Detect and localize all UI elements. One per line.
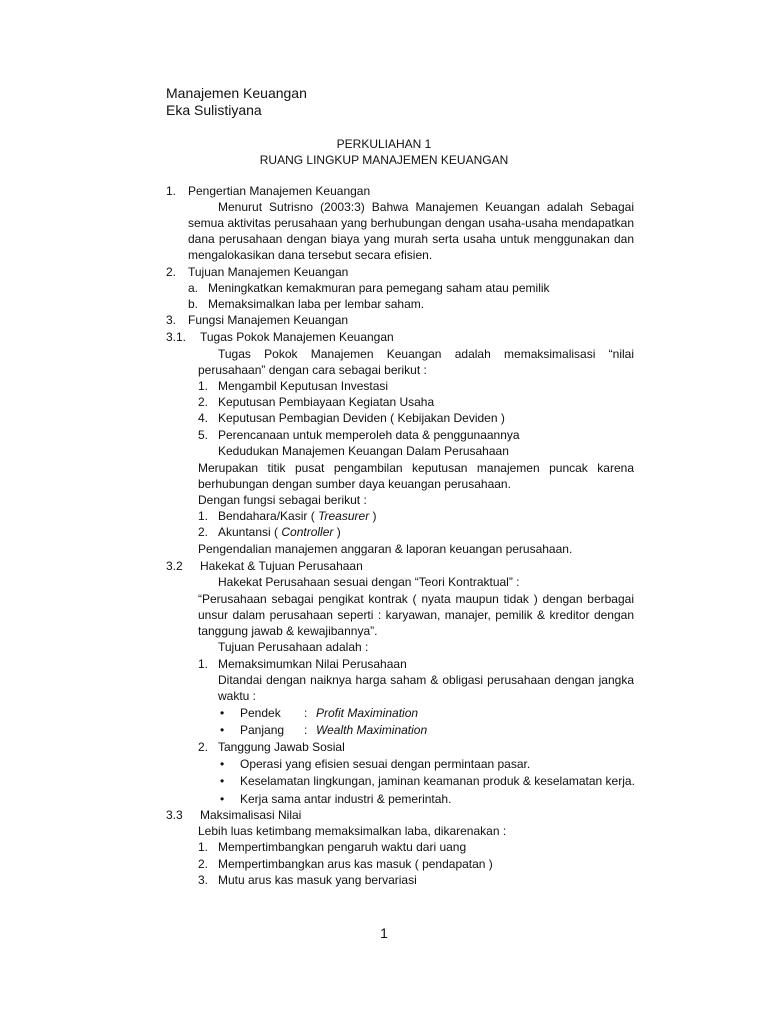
paragraph-line: Dengan fungsi sebagai berikut : [198, 493, 367, 507]
list-text: Keputusan Pembagian Deviden ( Kebijakan Deviden ) [218, 411, 505, 425]
section-1-para-line: dana perusahaan dengan biaya yang murah serta usaha untuk menggunakan dan [188, 232, 634, 246]
paragraph-line: Lebih luas ketimbang memaksimalkan laba, dikarenakan : [198, 824, 507, 838]
list-text: Mutu arus kas masuk yang bervariasi [218, 873, 417, 887]
list-marker: 1. [198, 840, 209, 854]
bullet-text: Kerja sama antar industri & pemerintah. [240, 792, 452, 806]
lecture-title: PERKULIAHAN 1 [336, 137, 432, 151]
section-3-number: 3. [166, 313, 177, 327]
paragraph-line: perusahaan” dengan cara sebagai berikut : [198, 363, 427, 377]
section-3-title: Fungsi Manajemen Keuangan [188, 313, 349, 327]
topic-title: RUANG LINGKUP MANAJEMEN KEUANGAN [259, 153, 509, 167]
list-marker: 5. [198, 428, 209, 442]
list-marker: 2. [198, 525, 209, 539]
paragraph-line: Pengendalian manajemen anggaran & laporan keuangan perusahaan. [198, 542, 573, 556]
course-title: Manajemen Keuangan [166, 85, 307, 101]
quote-line: “Perusahaan sebagai pengikat kontrak ( nyata maupun tidak ) dengan berbagai [198, 592, 634, 606]
bullet-colon: : [304, 723, 308, 737]
section-1-para-line: Menurut Sutrisno (2003:3) Bahwa Manajemen Keuangan adalah Sebagai [218, 200, 634, 214]
bullet-text: Operasi yang efisien sesuai dengan permintaan pasar. [240, 757, 531, 771]
page-number: 1 [380, 925, 388, 941]
paragraph-line: Tugas Pokok Manajemen Keuangan adalah memaksimalisasi “nilai [218, 347, 634, 361]
list-text: Meningkatkan kemakmuran para pemegang saham atau pemilik [208, 281, 550, 295]
list-text: Keputusan Pembiayaan Kegiatan Usaha [218, 395, 435, 409]
bullet-value: Wealth Maximination [316, 723, 428, 737]
section-1-para-line: mengalokasikan dana tersebut secara efisien. [188, 248, 433, 262]
bullet-text: Keselamatan lingkungan, jaminan keamanan produk & keselamatan kerja. [240, 774, 635, 788]
subsection-title: Hakekat & Tujuan Perusahaan [200, 559, 363, 573]
list-marker: 2. [198, 395, 209, 409]
paragraph-line: Tujuan Perusahaan adalah : [218, 640, 369, 654]
subsection-title: Tugas Pokok Manajemen Keuangan [200, 330, 394, 344]
paragraph-line: waktu : [218, 689, 257, 703]
subsection-number: 3.1. [166, 330, 187, 344]
list-marker: 1. [198, 509, 209, 523]
paragraph-line: Merupakan titik pusat pengambilan keputusan manajemen puncak karena [198, 461, 634, 475]
list-marker: 1. [198, 657, 209, 671]
paragraph-line: berhubungan dengan sumber daya keuangan perusahaan. [198, 477, 511, 491]
list-text: Memaksimumkan Nilai Perusahaan [218, 657, 407, 671]
bullet-marker [220, 705, 224, 721]
list-marker: 2. [198, 857, 209, 871]
list-marker: 3. [198, 873, 209, 887]
list-text: Mempertimbangkan pengaruh waktu dari uang [218, 840, 467, 854]
bullet-colon: : [304, 706, 308, 720]
list-text: Bendahara/Kasir ( Treasurer ) [218, 509, 377, 523]
list-marker: b. [188, 297, 199, 311]
subsection-number: 3.2 [166, 559, 183, 573]
subsection-title: Maksimalisasi Nilai [200, 808, 302, 822]
bullet-label: Pendek [240, 706, 281, 720]
section-1-title: Pengertian Manajemen Keuangan [188, 184, 371, 198]
list-text: Tanggung Jawab Sosial [218, 740, 345, 754]
list-marker: a. [188, 281, 199, 295]
author-name: Eka Sulistiyana [166, 102, 262, 118]
list-text: Perencanaan untuk memperoleh data & penggunaannya [218, 428, 520, 442]
bullet-value: Profit Maximination [316, 706, 419, 720]
list-text: Mempertimbangkan arus kas masuk ( pendapatan ) [218, 857, 493, 871]
list-marker: 1. [198, 379, 209, 393]
section-2-title: Tujuan Manajemen Keuangan [188, 265, 349, 279]
bullet-marker [220, 756, 224, 772]
bullet-label: Panjang [240, 723, 285, 737]
bullet-marker [220, 773, 224, 789]
list-text: Mengambil Keputusan Investasi [218, 379, 389, 393]
subsection-number: 3.3 [166, 808, 183, 822]
section-1-para-line: semua aktivitas perusahaan yang berhubungan dengan usaha-usaha mendapatkan [188, 216, 634, 230]
paragraph-line: Ditandai dengan naiknya harga saham & obligasi perusahaan dengan jangka [218, 673, 634, 687]
bullet-marker [220, 791, 224, 807]
list-text: Akuntansi ( Controller ) [218, 525, 341, 539]
section-1-number: 1. [166, 184, 177, 198]
list-marker: 4. [198, 411, 209, 425]
list-text: Memaksimalkan laba per lembar saham. [208, 297, 425, 311]
paragraph-line: Hakekat Perusahaan sesuai dengan “Teori Kontraktual” : [218, 575, 520, 589]
bullet-marker [220, 722, 224, 738]
kedudukan-heading: Kedudukan Manajemen Keuangan Dalam Perusahaan [218, 444, 509, 458]
quote-line: unsur dalam perusahaan seperti : karyawan, manajer, pemilik & kreditor dengan [198, 608, 634, 622]
list-marker: 2. [198, 740, 209, 754]
section-2-number: 2. [166, 265, 177, 279]
quote-line: tanggung jawab & kewajibannya”. [198, 624, 378, 638]
